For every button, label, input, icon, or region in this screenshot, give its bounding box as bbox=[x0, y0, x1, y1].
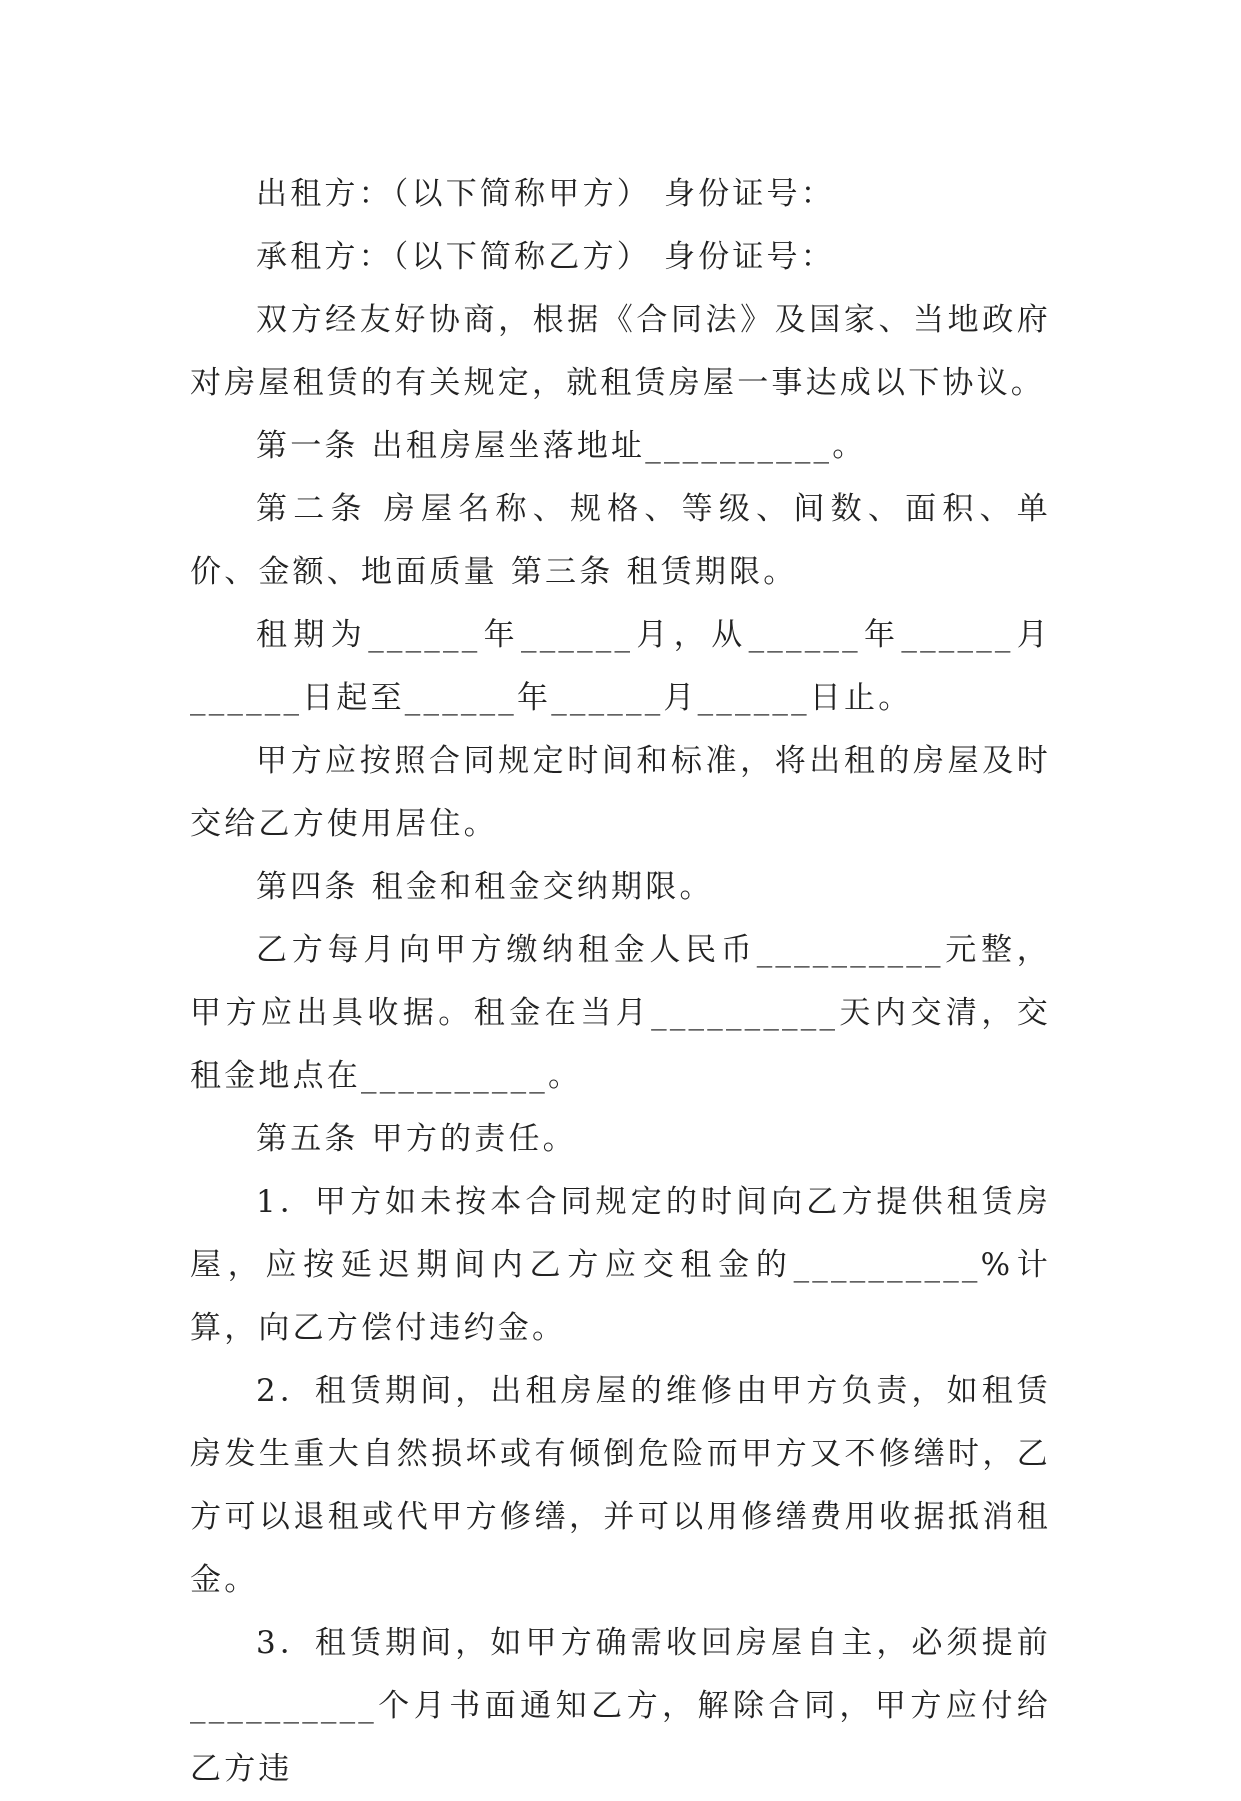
article-4: 第四条 租金和租金交纳期限。 bbox=[256, 869, 714, 905]
lessee-line: 承租方：（以下简称乙方） 身份证号： bbox=[256, 239, 835, 275]
lessor-line: 出租方：（以下简称甲方） 身份证号： bbox=[256, 176, 835, 212]
contract-body bbox=[190, 163, 1051, 1801]
article-2-3: 第二条 房屋名称、规格、等级、间数、面积、单价、金额、地面质量 第三条 租赁期限。 bbox=[190, 491, 1051, 590]
clause-1: 1．甲方如未按本合同规定的时间向乙方提供租赁房屋，应按延迟期间内乙方应交租金的__________%计算，向乙方偿付违约金。 bbox=[190, 1184, 1051, 1346]
handover-paragraph: 甲方应按照合同规定时间和标准，将出租的房屋及时交给乙方使用居住。 bbox=[190, 743, 1051, 842]
lease-term-paragraph: 租期为______年______月，从______年______月______日起至______年______月______日止。 bbox=[190, 617, 1051, 716]
clause-3: 3．租赁期间，如甲方确需收回房屋自主，必须提前__________个月书面通知乙方，解除合同，甲方应付给乙方违 bbox=[190, 1625, 1051, 1787]
article-5: 第五条 甲方的责任。 bbox=[256, 1121, 577, 1157]
clause-2: 2．租赁期间，出租房屋的维修由甲方负责，如租赁房发生重大自然损坏或有倾倒危险而甲方又不修缮时，乙方可以退租或代甲方修缮，并可以用修缮费用收据抵消租金。 bbox=[190, 1373, 1051, 1598]
rent-payment-paragraph: 乙方每月向甲方缴纳租金人民币__________元整，甲方应出具收据。租金在当月__________天内交清，交租金地点在__________。 bbox=[190, 932, 1051, 1094]
article-1: 第一条 出租房屋坐落地址__________。 bbox=[256, 428, 867, 464]
preamble-paragraph: 双方经友好协商，根据《合同法》及国家、当地政府对房屋租赁的有关规定，就租赁房屋一事达成以下协议。 bbox=[190, 302, 1051, 401]
